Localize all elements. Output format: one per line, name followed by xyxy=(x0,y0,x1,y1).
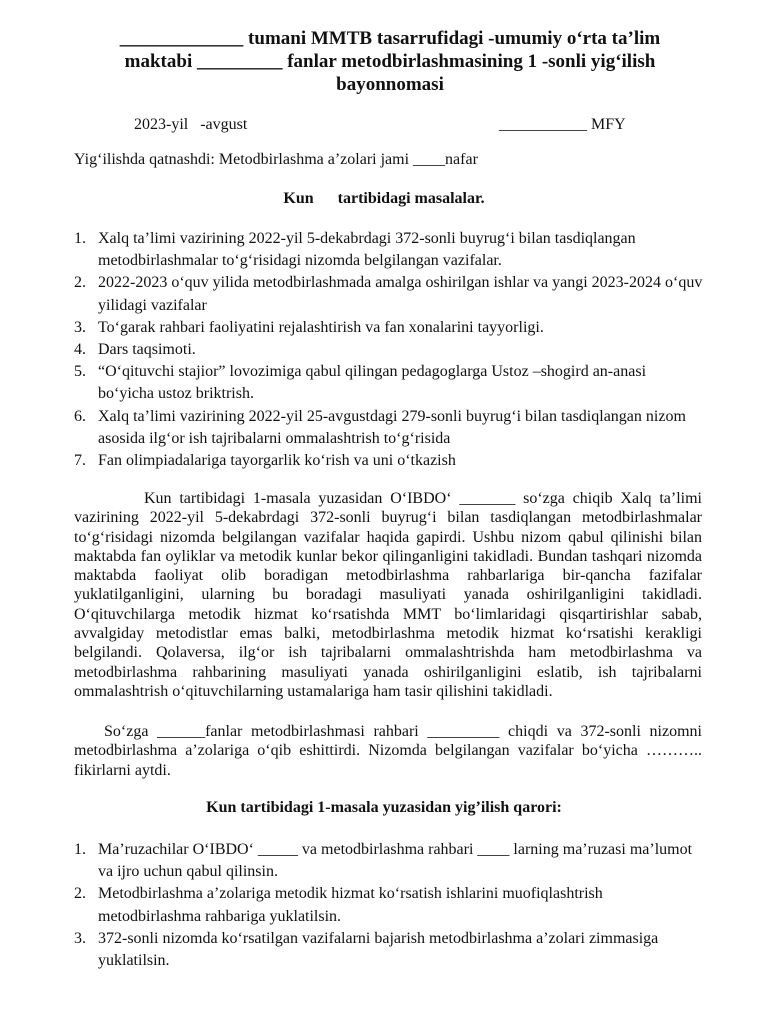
decision-item xyxy=(74,928,704,972)
title-line-3: bayonnomasi xyxy=(336,74,444,95)
item-number: 1. xyxy=(74,841,86,858)
item-text: 2022-2023 o‘quv yilida metodbirlashmada amalga oshirilgan ishlar va yangi 2023-2024 o‘quv yilidagi vazifalar xyxy=(98,274,703,314)
item-text: “O‘qituvchi stajior” lovozimiga qabul qilingan pedagoglarga Ustoz –shogird an-anasi bo‘yicha ustoz briktrish. xyxy=(98,363,647,403)
item-number: 3. xyxy=(74,929,86,947)
agenda-item xyxy=(74,317,704,339)
agenda-list xyxy=(74,228,704,472)
mfy-field: ___________ MFY xyxy=(499,116,626,133)
item-text: Ma’ruzachilar O‘IBDO‘ _____ va metodbirlashma rahbari ____ larning ma’ruzasi ma’lumot va ijro uchun qabul qilinsin. xyxy=(98,841,693,881)
decision-list xyxy=(74,839,704,972)
date-line xyxy=(134,116,654,134)
item-number: 3. xyxy=(74,318,86,336)
agenda-item xyxy=(74,450,704,472)
decision-item xyxy=(74,839,704,883)
item-number: 5. xyxy=(74,363,86,381)
title-line-1: _____________ tumani MMTB tasarrufidagi -umumiy o‘rta ta’lim xyxy=(119,28,661,49)
attendance-line: Yig‘ilishda qatnashdi: Metodbirlashma a’zolari jami ____nafar xyxy=(74,151,478,168)
item-text: Xalq ta’limi vazirining 2022-yil 5-dekabrdagi 372-sonli buyrug‘i bilan tasdiqlangan metodbirlashmalar to‘g‘risidagi nizomda belgilangan vazifalar. xyxy=(98,230,636,270)
item-text: 372-sonli nizomda ko‘rsatilgan vazifalarni bajarish metodbirlashma a’zolari zimmasiga yuklatilsin. xyxy=(98,929,659,970)
decision-heading: Kun tartibidagi 1-masala yuzasidan yig’ilish qarori: xyxy=(206,799,562,816)
decision-item xyxy=(74,883,704,927)
item-number: 4. xyxy=(74,341,86,359)
agenda-item xyxy=(74,406,704,450)
item-text: Dars taqsimoti. xyxy=(98,341,196,359)
agenda-heading: Kun tartibidagi masalalar. xyxy=(283,190,485,207)
discussion-paragraph-1: Kun tartibidagi 1-masala yuzasidan O‘IBDO‘ _______ so‘zga chiqib Xalq ta’limi vazirining 2022-yil 5-dekabrdagi 372-sonli buyrug‘i bilan tasdiqlangan metodbirlashmalar to‘g‘risidagi nizomda belgilangan vazifalar haqida gapirdi. Ushbu nizom qabul qilinishi bilan maktabda fan oyliklar va metodik kunlar bekor qilinganligini takidladi. Bundan tashqari nizomda maktabda faoliyat olib boradigan metodbirlashma rahbarlariga bir-qancha fazifalar yuklatilganligini, ularning bu boradagi masuliyati yanada oshirilganligini takidladi. O‘qituvchilarga metodik hizmat ko‘rsatishda MMT bo‘limlaridagi qisqartirishlar sabab, avvalgiday metodistlar emas balki, metodbirlashma metodik hizmat ko‘rsatishi kerakligi belgilandi. Qolaversa, ilg‘or ish tajribalarni ommalashtrishda ham metodbirlashma va metodbirlashma rahbarining masuliyati yanada oshirilganligini eslatib, ish tajribalarni ommalashtrish o‘qituvchilarning ustamalariga ham tasir qilishini takidladi. xyxy=(74,490,702,700)
document-title xyxy=(60,27,720,96)
item-text: Fan olimpiadalariga tayorgarlik ko‘rish va uni o‘tkazish xyxy=(98,452,456,470)
item-number: 1. xyxy=(74,230,86,247)
item-text: To‘garak rahbari faoliyatini rejalashtirish va fan xonalarini tayyorligi. xyxy=(98,318,544,336)
item-number: 7. xyxy=(74,452,86,470)
agenda-item xyxy=(74,339,704,361)
item-number: 2. xyxy=(74,885,86,903)
agenda-item xyxy=(74,361,704,405)
item-text: Xalq ta’limi vazirining 2022-yil 25-avgustdagi 279-sonli buyrug‘i bilan tasdiqlangan nizom asosida ilg‘or ish tajribalarni ommalashtrish to‘g‘risida xyxy=(98,407,686,447)
agenda-item xyxy=(74,272,704,316)
item-number: 2. xyxy=(74,274,86,292)
discussion-paragraph-2: So‘zga ______fanlar metodbirlashmasi rahbari _________ chiqdi va 372-sonli nizomni metodbirlashma a’zolariga o‘qib eshittirdi. Nizomda belgilangan vazifalar bo‘yicha ……….. fikirlarni aytdi. xyxy=(74,723,702,779)
title-line-2: maktabi _________ fanlar metodbirlashmasining 1 -sonli yig‘ilish xyxy=(124,51,656,72)
item-number: 6. xyxy=(74,407,86,425)
meeting-date: 2023-yil -avgust xyxy=(134,116,248,133)
agenda-item xyxy=(74,228,704,272)
item-text: Metodbirlashma a’zolariga metodik hizmat ko‘rsatish ishlarini muofiqlashtrish metodbirlashma rahbariga yuklatilsin. xyxy=(98,885,603,925)
